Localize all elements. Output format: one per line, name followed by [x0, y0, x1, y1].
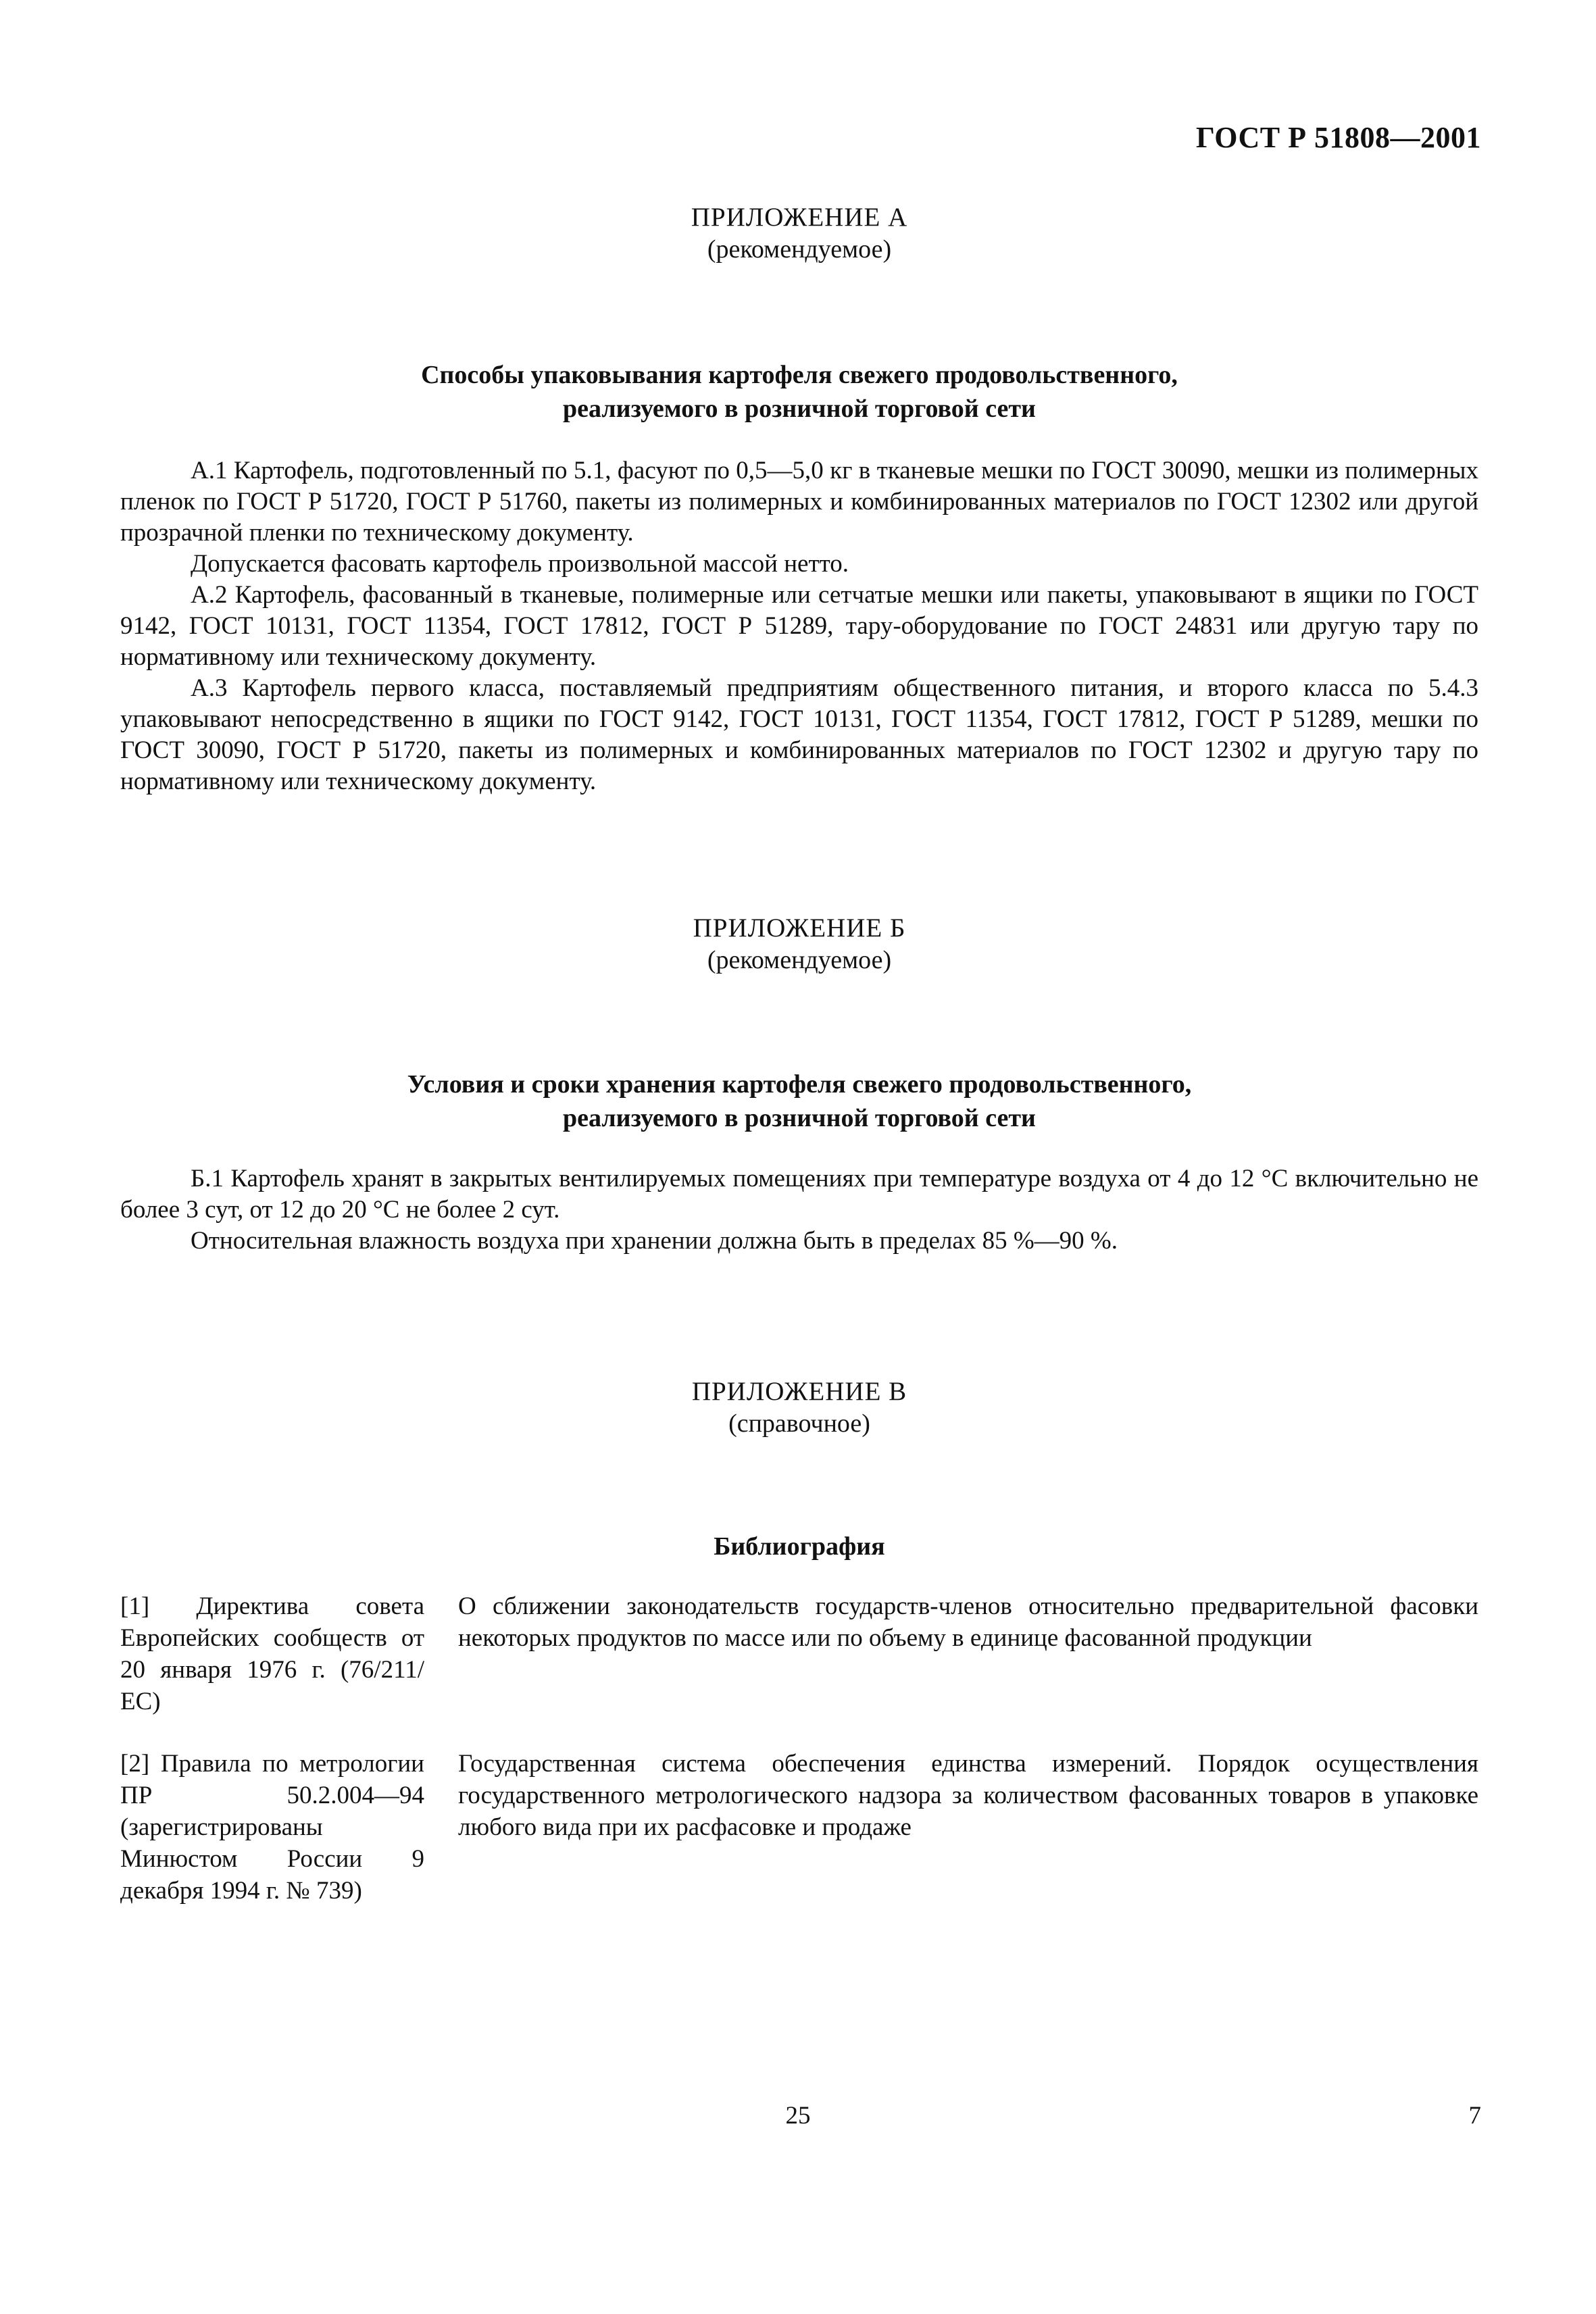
appendix-b-title — [120, 1067, 1478, 1135]
appendix-b — [120, 912, 1478, 976]
bibliography-entry-2 — [120, 1748, 1478, 1907]
paragraph-a2: А.2 Картофель, фасованный в тканевые, полимерные или сетчатые мешки или пакеты, упаковывают в ящики по ГОСТ 9142, ГОСТ 10131, ГОСТ 11354, ГОСТ 17812, ГОСТ Р 51289, тару-оборудование по ГОСТ 24831 или другую тару по нормативному или техническому документу. — [120, 581, 1478, 671]
appendix-b-title-line2: реализуемого в розничной торговой сети — [563, 1104, 1036, 1132]
bibliography-ref: [1] Директива совета Европейских сообществ от 20 января 1976 г. (76/211/ЕС) — [120, 1592, 424, 1715]
appendix-v — [120, 1376, 1478, 1439]
appendix-a-heading: ПРИЛОЖЕНИЕ А — [691, 203, 908, 232]
appendix-a-body — [120, 455, 1478, 797]
page-number-center: 25 — [785, 2102, 811, 2130]
bibliography-heading: Библиография — [714, 1532, 885, 1561]
paragraph-b1-humidity: Относительная влажность воздуха при хранении должна быть в пределах 85 %—90 %. — [191, 1227, 1118, 1255]
appendix-b-status: (рекомендуемое) — [707, 946, 892, 974]
appendix-a-title-line2: реализуемого в розничной торговой сети — [563, 395, 1036, 423]
appendix-a-status: (рекомендуемое) — [707, 235, 892, 263]
paragraph-a1-note: Допускается фасовать картофель произвольной массой нетто. — [191, 550, 849, 578]
paragraph-b1: Б.1 Картофель хранят в закрытых вентилируемых помещениях при температуре воздуха от 4 до 12 °С включительно не более 3 сут, от 12 до 20 °С не более 2 сут. — [120, 1165, 1478, 1224]
bibliography-entry-1 — [120, 1590, 1478, 1717]
appendix-b-title-line1: Условия и сроки хранения картофеля свежего продовольственного, — [407, 1070, 1192, 1099]
appendix-v-status: (справочное) — [728, 1409, 870, 1438]
bibliography-desc: Государственная система обеспечения единства измерений. Порядок осуществления государственного метрологического надзора за количеством фасованных товаров в упаковке любого вида при их расфасовке и продаже — [458, 1750, 1478, 1841]
bibliography-title — [120, 1530, 1478, 1563]
bibliography-list — [120, 1590, 1478, 1907]
appendix-b-heading: ПРИЛОЖЕНИЕ Б — [693, 913, 906, 942]
appendix-v-heading: ПРИЛОЖЕНИЕ В — [691, 1377, 907, 1406]
appendix-a — [120, 201, 1478, 265]
appendix-a-title — [120, 358, 1478, 426]
bibliography-desc: О сближении законодательств государств-членов относительно предварительной фасовки некоторых продуктов по массе или по объему в единице фасованной продукции — [458, 1592, 1478, 1652]
paragraph-a3: А.3 Картофель первого класса, поставляемый предприятиям общественного питания, и второго класса по 5.4.3 упаковывают непосредственно в ящики по ГОСТ 9142, ГОСТ 10131, ГОСТ 11354, ГОСТ 17812, ГОСТ Р 51289, мешки по ГОСТ 30090, ГОСТ Р 51720, пакеты из полимерных и комбинированных материалов по ГОСТ 12302 и другую тару по нормативному или техническому документу. — [120, 674, 1478, 795]
page-number-right: 7 — [1468, 2102, 1481, 2130]
appendix-b-body — [120, 1163, 1478, 1257]
appendix-a-title-line1: Способы упаковывания картофеля свежего продовольственного, — [421, 361, 1178, 389]
paragraph-a1: А.1 Картофель, подготовленный по 5.1, фасуют по 0,5—5,0 кг в тканевые мешки по ГОСТ 30090, мешки из полимерных пленок по ГОСТ Р 51720, ГОСТ Р 51760, пакеты из полимерных и комбинированных материалов по ГОСТ 12302 или другой прозрачной пленки по техническому документу. — [120, 457, 1478, 547]
bibliography-ref: [2] Правила по метрологии ПР 50.2.004—94 (зарегистрированы Минюстом России 9 декабря 1994 г. № 739) — [120, 1750, 424, 1905]
document-code: ГОСТ Р 51808—2001 — [1195, 121, 1481, 154]
